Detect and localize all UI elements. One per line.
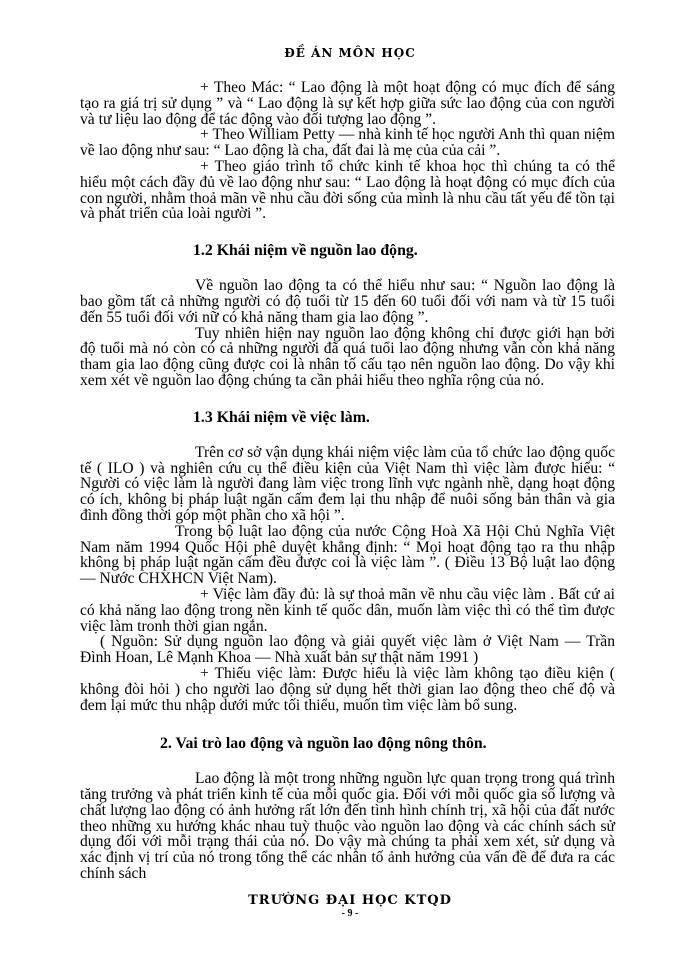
page-footer: TRƯỜNG ĐẠI HỌC KTQD <box>248 893 452 908</box>
paragraph: + Thiếu việc làm: Được hiểu là việc làm không tạo điều kiện ( không đòi hỏi ) cho người lao động sử dụng hết thời gian lao động theo chế độ và đem lại mức thu nhập dưới mức tối thiểu, muốn tìm việc làm bổ sung. <box>80 664 615 714</box>
paragraph: Về nguồn lao động ta có thể hiểu như sau: “ Nguồn lao động là bao gồm tất cả những người có độ tuổi từ 15 đến 60 tuổi đối với nam và từ 15 tuổi đến 55 tuổi đối với nữ có khả năng tham gia lao động ”. <box>80 277 615 326</box>
section-heading-1-2: 1.2 Khái niệm về nguồn lao động. <box>193 242 418 260</box>
section-heading-1-3: 1.3 Khái niệm về việc làm. <box>193 408 370 426</box>
paragraph: ( Nguồn: Sử dụng nguồn lao động và giải quyết việc làm ở Việt Nam — Trần Đình Hoan, Lê Mạnh Khoa — Nhà xuất bản sự thật năm 1991 ) <box>80 633 615 667</box>
paragraph: Lao động là một trong những nguồn lực quan trọng trong quá trình tăng trưởng và phát triển kinh tế của mỗi quốc gia. Đối với mỗi quốc gia số lượng và chất lượng lao động có ảnh hưởng rất lớn đến tình hình chính trị, xã hội của đất nước theo những xu hướng khác nhau tuỳ thuộc vào nguồn lao động và các chính sách sử dụng đối với mỗi trạng thái của nó. Do vậy mà chúng ta phải xem xét, sử dụng và xác định vị trí của nó trong tổng thể các nhân tố ảnh hưởng của vấn đề để đưa ra các chính sách <box>80 770 615 883</box>
document-body <box>80 80 615 882</box>
paragraph: + Theo giáo trình tổ chức kinh tế khoa học thì chúng ta có thể hiểu một cách đầy đủ về lao động như sau: “ Lao động là hoạt động có mục đích của con người, nhằm thoả mãn về nhu cầu đời sống của mình là nhu cầu tất yếu để tồn tại và phát triển của loài người ”. <box>80 157 615 223</box>
paragraph: + Việc làm đầy đủ: là sự thoả mãn về nhu cầu việc làm . Bất cứ ai có khả năng lao động trong nền kinh tế quốc dân, muốn làm việc thì có thể tìm được việc làm tronh thời gian ngắn. <box>80 585 615 635</box>
section-heading-2: 2. Vai trò lao động và nguồn lao động nông thôn. <box>160 735 487 753</box>
paragraph: Trong bộ luật lao động của nước Cộng Hoà Xã Hội Chủ Nghĩa Việt Nam năm 1994 Quốc Hội phê duyệt khẳng định: “ Mọi hoạt động tạo ra thu nhập không bị pháp luật ngăn cấm đều được coi là việc làm ”. ( Điều 13 Bộ luật lao động — Nước CHXHCN Việt Nam). <box>80 522 615 588</box>
page-header: ĐỀ ÁN MÔN HỌC <box>284 46 416 60</box>
paragraph: Trên cơ sở vận dụng khái niệm việc làm của tổ chức lao động quốc tế ( ILO ) và nghiên cứu cụ thể điều kiện của Việt Nam thì việc làm được hiểu: “ Người có việc làm là người đang làm việc trong lĩnh vực ngành nhề, dạng hoạt động có ích, không bị pháp luật ngăn cấm đem lại thu nhập để nuôi sống bản thân và gia đình đồng thời góp một phần cho xã hội ”. <box>80 443 615 524</box>
page-number: - 9 - <box>341 908 359 919</box>
paragraph: Tuy nhiên hiện nay nguồn lao động không chỉ được giới hạn bởi độ tuổi mà nó còn có cả những người đã quá tuổi lao động nhưng vẫn còn khả năng tham gia lao động cũng được coi là nhân tố cấu tạo nên nguồn lao động. Do vậy khi xem xét về nguồn lao động chúng ta cần phải hiểu theo nghĩa rộng của nó. <box>80 324 615 389</box>
paragraph: + Theo Mác: “ Lao động là một hoạt động có mục đích để sáng tạo ra giá trị sử dụng ” và “ Lao động là sự kết hợp giữa sức lao động của con người và tư liệu lao động để tác động vào đối tượng lao động ”. <box>80 79 615 128</box>
paragraph: + Theo William Petty — nhà kinh tế học người Anh thì quan niệm về lao động như sau: “ Lao động là cha, đất đai là mẹ của của cải ”. <box>80 126 615 160</box>
